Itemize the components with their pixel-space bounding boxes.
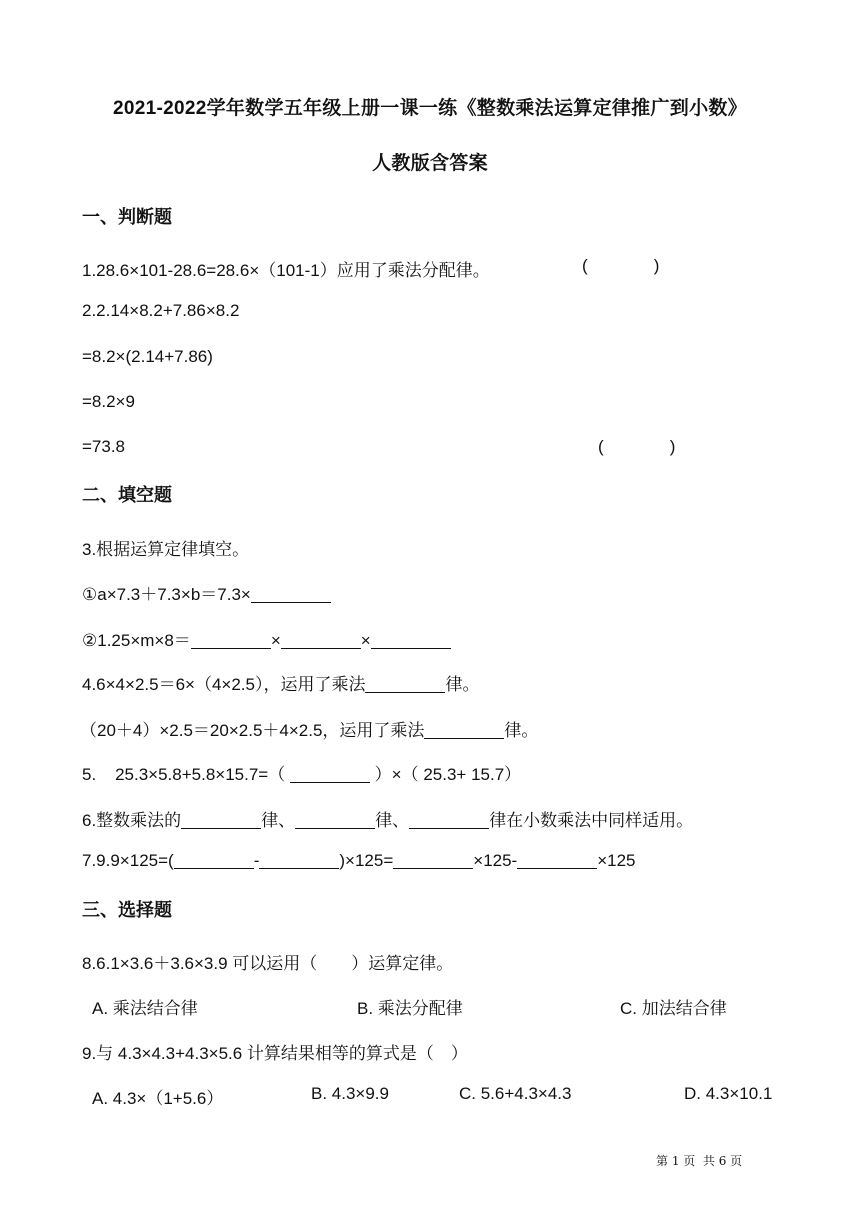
- question-7-text: ×125-: [473, 851, 518, 870]
- answer-blank[interactable]: [365, 676, 445, 693]
- section-heading-choice: 三、选择题: [82, 900, 172, 920]
- answer-blank[interactable]: [181, 812, 261, 829]
- question-8-option-a[interactable]: A. 乘法结合律: [92, 999, 198, 1018]
- question-5-suffix: ）×（ 25.3+ 15.7）: [369, 765, 522, 784]
- question-3b-text: ②1.25×m×8＝: [82, 631, 191, 650]
- answer-blank[interactable]: [174, 852, 254, 869]
- question-8-option-c[interactable]: C. 加法结合律: [620, 999, 727, 1018]
- document-title-line1: 2021-2022学年数学五年级上册一课一练《整数乘法运算定律推广到小数》: [113, 98, 747, 119]
- page-number-footer: 第 1 页 共 6 页: [656, 1154, 743, 1168]
- question-4-line2: [80, 716, 538, 741]
- question-2-line4: =73.8: [82, 437, 126, 456]
- answer-blank[interactable]: [191, 632, 271, 649]
- times-sign: ×: [360, 631, 371, 650]
- question-1-answer-parens[interactable]: ( ): [582, 256, 660, 275]
- section-heading-judgment: 一、判断题: [82, 207, 172, 227]
- answer-blank[interactable]: [517, 852, 597, 869]
- question-4-line2-suffix: 律。: [504, 721, 539, 740]
- question-9-option-c[interactable]: C. 5.6+4.3×4.3: [459, 1084, 572, 1103]
- question-6-text: 6.整数乘法的: [82, 811, 182, 830]
- answer-blank[interactable]: [371, 632, 451, 649]
- question-1-text: 1.28.6×101-28.6=28.6×（101-1）应用了乘法分配律。: [82, 261, 490, 280]
- question-6-text: 律在小数乘法中同样适用。: [489, 811, 694, 830]
- question-4-line1-suffix: 律。: [445, 675, 480, 694]
- question-3a: [82, 580, 331, 605]
- question-9-option-d[interactable]: D. 4.3×10.1: [684, 1084, 773, 1103]
- question-7-text: -: [253, 851, 260, 870]
- question-9-stem: 9.与 4.3×4.3+4.3×5.6 计算结果相等的算式是（ ）: [82, 1044, 468, 1063]
- answer-blank[interactable]: [424, 722, 504, 739]
- question-2-line3: =8.2×9: [82, 392, 135, 411]
- question-7-text: 7.9.9×125=(: [82, 851, 174, 870]
- answer-blank[interactable]: [409, 812, 489, 829]
- question-8-stem: 8.6.1×3.6＋3.6×3.9 可以运用（ ）运算定律。: [82, 954, 454, 973]
- question-6-text: 律、: [375, 811, 410, 830]
- question-6-text: 律、: [261, 811, 296, 830]
- question-7: [82, 851, 636, 871]
- question-3b: [82, 626, 451, 651]
- answer-blank[interactable]: [290, 766, 370, 783]
- question-4-line1-text: 4.6×4×2.5＝6×（4×2.5），运用了乘法: [82, 675, 366, 694]
- document-title-line2: 人教版含答案: [372, 153, 488, 174]
- question-4-line1: [82, 670, 479, 695]
- question-5: [82, 760, 521, 785]
- times-sign: ×: [270, 631, 281, 650]
- answer-blank[interactable]: [295, 812, 375, 829]
- question-9-option-a[interactable]: A. 4.3×（1+5.6）: [92, 1089, 224, 1108]
- answer-blank[interactable]: [251, 586, 331, 603]
- question-7-text: ×125: [597, 851, 636, 870]
- question-5-text: 5. 25.3×5.8+5.8×15.7=（: [82, 765, 290, 784]
- answer-blank[interactable]: [259, 852, 339, 869]
- answer-blank[interactable]: [393, 852, 473, 869]
- question-2-line2: =8.2×(2.14+7.86): [82, 347, 213, 366]
- question-2-line1: 2.2.14×8.2+7.86×8.2: [82, 301, 240, 320]
- question-6: [82, 806, 693, 831]
- question-3-stem: 3.根据运算定律填空。: [82, 540, 250, 559]
- question-8-option-b[interactable]: B. 乘法分配律: [357, 999, 463, 1018]
- answer-blank[interactable]: [281, 632, 361, 649]
- question-2-answer-parens[interactable]: ( ): [598, 437, 676, 456]
- question-4-line2-text: （20＋4）×2.5＝20×2.5＋4×2.5，运用了乘法: [80, 721, 425, 740]
- question-7-text: )×125=: [339, 851, 394, 870]
- question-3a-text: ①a×7.3＋7.3×b＝7.3×: [82, 585, 251, 604]
- section-heading-fill-in: 二、填空题: [82, 485, 172, 505]
- question-9-option-b[interactable]: B. 4.3×9.9: [311, 1084, 389, 1103]
